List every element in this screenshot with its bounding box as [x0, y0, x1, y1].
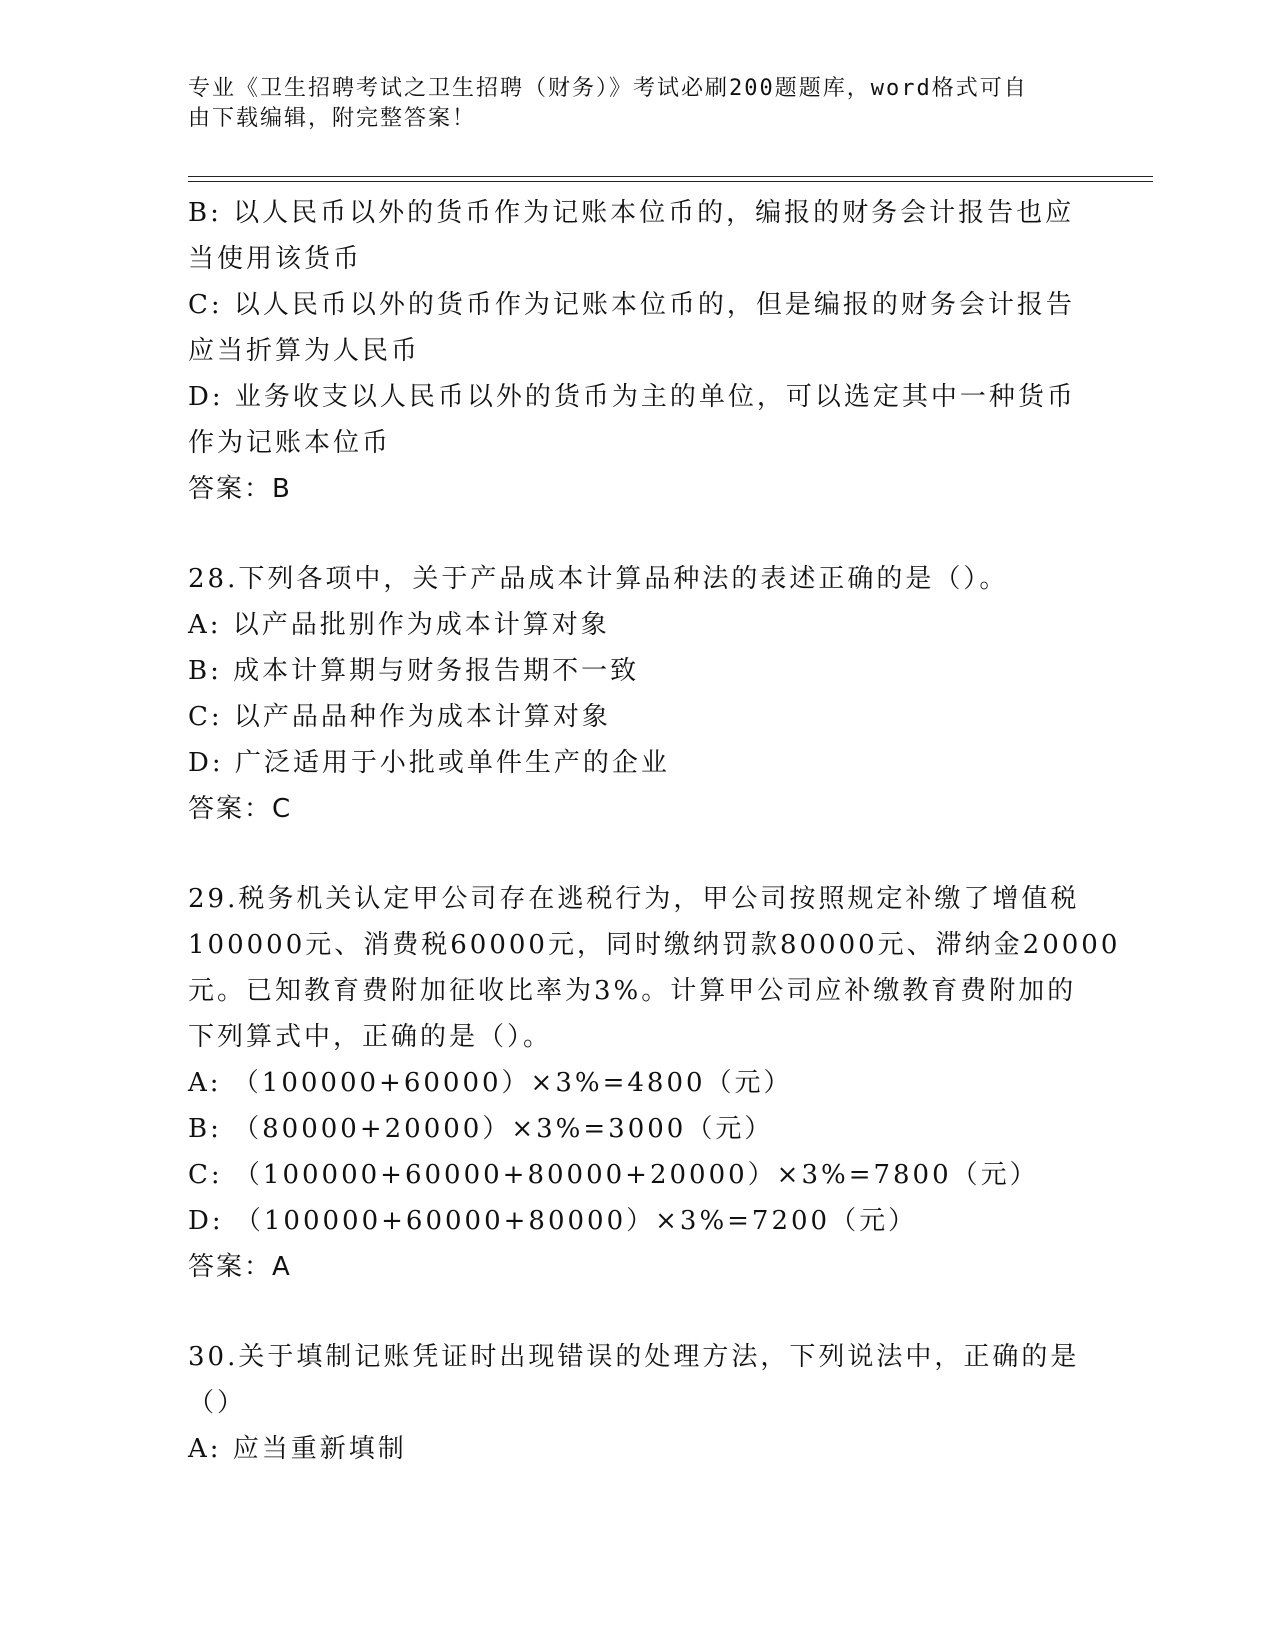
option-a: A: （100000+60000）×3%=4800（元）	[188, 1068, 793, 1098]
header-title-line-2: 由下载编辑，附完整答案！	[188, 106, 477, 131]
question-stem: 30.关于填制记账凭证时出现错误的处理方法，下列说法中，正确的是	[188, 1342, 1080, 1372]
question-content	[188, 190, 1121, 1472]
option-d: D: （100000+60000+80000）×3%=7200（元）	[188, 1206, 918, 1236]
document-header	[188, 74, 1068, 134]
option-c-continued: 应当折算为人民币	[188, 336, 421, 366]
option-a: A: 以产品批别作为成本计算对象	[188, 610, 610, 640]
option-c: C: 以产品品种作为成本计算对象	[188, 702, 611, 732]
answer: 答案：B	[188, 474, 292, 504]
answer: 答案：C	[188, 794, 293, 824]
question-stem-continued: 元。已知教育费附加征收比率为3%。计算甲公司应补缴教育费附加的	[188, 976, 1077, 1006]
question-stem-continued: 下列算式中，正确的是（）。	[188, 1022, 553, 1052]
header-divider-top	[188, 176, 1153, 177]
spacer	[188, 1290, 1088, 1334]
question-30	[188, 1334, 1088, 1472]
spacer	[188, 832, 1088, 876]
answer: 答案：A	[188, 1252, 292, 1282]
option-d: D: 业务收支以人民币以外的货币为主的单位，可以选定其中一种货币	[188, 382, 1076, 412]
option-d-continued: 作为记账本位币	[188, 428, 392, 458]
spacer	[188, 512, 1088, 556]
option-b: B: 以人民币以外的货币作为记账本位币的，编报的财务会计报告也应	[188, 198, 1075, 228]
option-b: B: 成本计算期与财务报告期不一致	[188, 656, 640, 686]
option-d: D: 广泛适用于小批或单件生产的企业	[188, 748, 670, 778]
option-c: C: （100000+60000+80000+20000）×3%=7800（元）	[188, 1160, 1039, 1190]
option-a: A: 应当重新填制	[188, 1434, 407, 1464]
option-b-continued: 当使用该货币	[188, 244, 363, 274]
header-title-line-1: 专业《卫生招聘考试之卫生招聘（财务）》考试必刷200题题库，word格式可自	[188, 76, 1028, 101]
header-divider-bottom	[188, 181, 1153, 182]
question-29	[188, 876, 1121, 1290]
option-b: B: （80000+20000）×3%=3000（元）	[188, 1114, 774, 1144]
question-27	[188, 190, 1088, 512]
question-stem: 29.税务机关认定甲公司存在逃税行为，甲公司按照规定补缴了增值税	[188, 884, 1080, 914]
question-stem-continued: 100000元、消费税60000元，同时缴纳罚款80000元、滞纳金20000	[188, 930, 1121, 960]
question-stem: 28.下列各项中，关于产品成本计算品种法的表述正确的是（）。	[188, 564, 1009, 594]
question-28	[188, 556, 1088, 832]
question-stem-continued: （）	[188, 1388, 247, 1418]
option-c: C: 以人民币以外的货币作为记账本位币的，但是编报的财务会计报告	[188, 290, 1075, 320]
